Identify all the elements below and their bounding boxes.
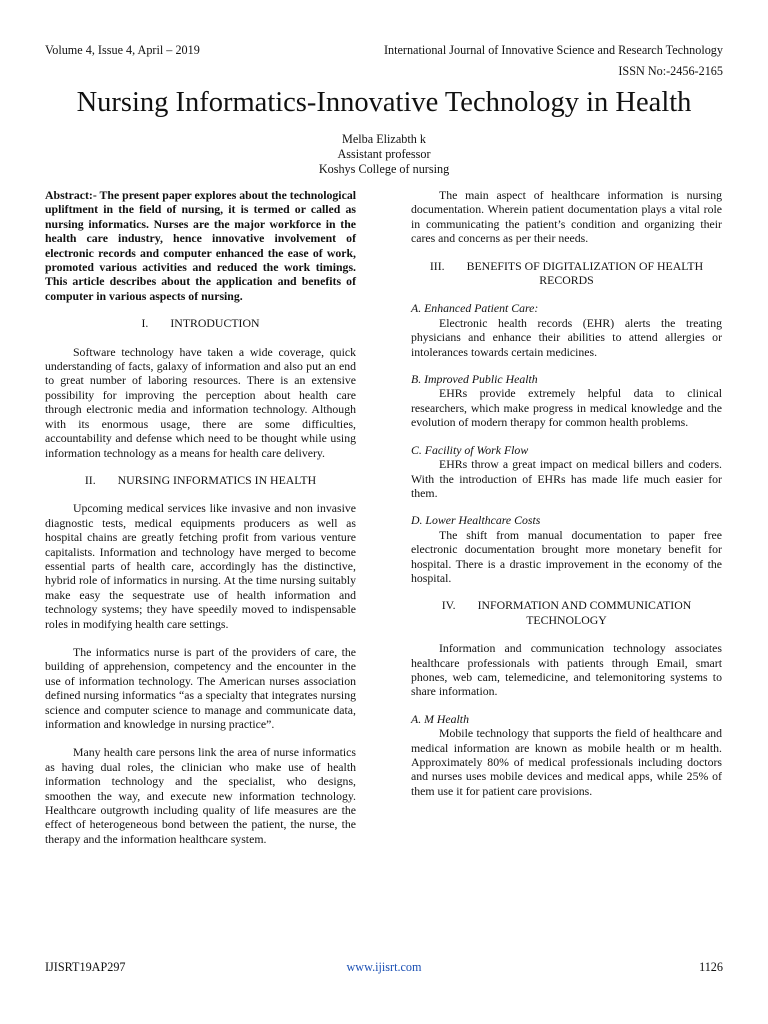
right-column: [411, 188, 722, 798]
author-affiliation: Koshys College of nursing: [318, 162, 450, 176]
paragraph: EHRs provide extremely helpful data to clinical researchers, which make progress in medical knowledge and the evolution of modern therapy for common health problems.: [411, 386, 722, 430]
journal-name: International Journal of Innovative Science and Research Technology: [383, 43, 723, 57]
paragraph: The informatics nurse is part of the providers of care, the building of apprehension, competency and the encounter in the use of information technology. The American nurses association defined nursing informatics “as a specialty that integrates nursing science and computer science to manage and communicate data, information and knowledge in nursing practice”.: [45, 644, 356, 731]
journal-url-link[interactable]: www.ijisrt.com: [346, 960, 422, 974]
page-number: 1126: [699, 960, 723, 974]
paragraph: Software technology have taken a wide coverage, quick understanding of facts, galaxy of information and also put an end to great number of laboring resources. There is an extensive possibility for improving the perception about health care through electronic media and information technology. Although with its enormous usage, there are some difficulties, accountability and defense which need to be thought while using information technology as a means for health care delivery.: [45, 344, 356, 460]
issn: ISSN No:-2456-2165: [618, 64, 723, 78]
paragraph: Mobile technology that supports the field of healthcare and medical information are known as mobile health or m health. Approximately 80% of medical professionals including doctors and nurses uses mobile devices and medical apps, while 25% of them use it for patient care provisions.: [411, 726, 722, 798]
section-title: NURSING INFORMATICS IN HEALTH: [117, 472, 317, 487]
left-column: [45, 188, 356, 846]
section-heading: [45, 473, 356, 487]
paragraph: Electronic health records (EHR) alerts the treating physicians and enhance their abilities to attend allergies or intolerances towards certain medicines.: [411, 315, 722, 359]
author-name: Melba Elizabth k: [342, 132, 426, 146]
section-title: INFORMATION AND COMMUNICATION TECHNOLOGY: [477, 598, 692, 627]
author-position: Assistant professor: [337, 147, 431, 161]
abstract: Abstract:- The present paper explores about the technological upliftment in the field of nursing, it is termed or called as nursing informatics. Nurses are the major workforce in the health care industry, hence innovative involvement of electronic records and computer enhanced the ease of work, promoted various activities and reduced the work timings. This article describes about the application and benefits of computer in various aspects of nursing.: [45, 188, 356, 303]
section-title: BENEFITS OF DIGITALIZATION OF HEALTH RECORDS: [466, 258, 704, 288]
paragraph: The main aspect of healthcare information is nursing documentation. Wherein patient documentation plays a vital role in communicating the patient’s condition and organizing their cares and concerns as per their needs.: [411, 188, 722, 246]
paragraph: EHRs throw a great impact on medical billers and coders. With the introduction of EHRs has made life much easier for them.: [411, 457, 722, 500]
volume-info: Volume 4, Issue 4, April – 2019: [45, 43, 200, 57]
subsection-heading: C. Facility of Work Flow: [411, 442, 529, 457]
section-number: I.: [141, 316, 149, 331]
paragraph: Many health care persons link the area of nurse informatics as having dual roles, the clinician who make use of health information technology and the specialist, who designs, smoothen the way, and execute new information technology. Healthcare outgrowth including quality of life measures are the effect of heterogeneous bond between the patient, the nurse, the therapy and the information healthcare system.: [45, 745, 356, 846]
paragraph: Information and communication technology associates healthcare professionals with patients through Email, smart phones, web cam, telemedicine, and telemonitoring systems to share information.: [411, 641, 722, 699]
section-heading: [45, 316, 356, 330]
section-number: III.: [429, 258, 445, 273]
subsection-heading: A. M Health: [411, 711, 469, 726]
section-title: INTRODUCTION: [170, 316, 260, 331]
subsection-heading: A. Enhanced Patient Care:: [411, 301, 539, 316]
paragraph: Upcoming medical services like invasive and non invasive diagnostic tests, medical equipments producers as well as hospital chains are greatly fetching profit from various venture capitalists. Information and technology have merged to become essential parts of health care, accordingly has the distinctive, hybrid role of informatics in nursing. At the time nursing suitably make easy the sequestrate use of health information and technology systems; they have speedily moved to indispensable roles in modifying health care settings.: [45, 501, 356, 631]
section-heading: [411, 259, 722, 288]
section-heading: [411, 598, 722, 627]
paragraph: The shift from manual documentation to paper free electronic documentation brought more monetary benefit for hospital. There is a drastic improvement in the economy of the hospital.: [411, 527, 722, 585]
author-block: [0, 132, 768, 177]
subsection-heading: D. Lower Healthcare Costs: [411, 513, 541, 528]
section-number: IV.: [441, 598, 456, 613]
paper-id: IJISRT19AP297: [45, 960, 126, 974]
subsection-heading: B. Improved Public Health: [411, 372, 538, 387]
paper-title: Nursing Informatics-Innovative Technology in Health: [76, 87, 692, 118]
section-number: II.: [84, 472, 96, 487]
